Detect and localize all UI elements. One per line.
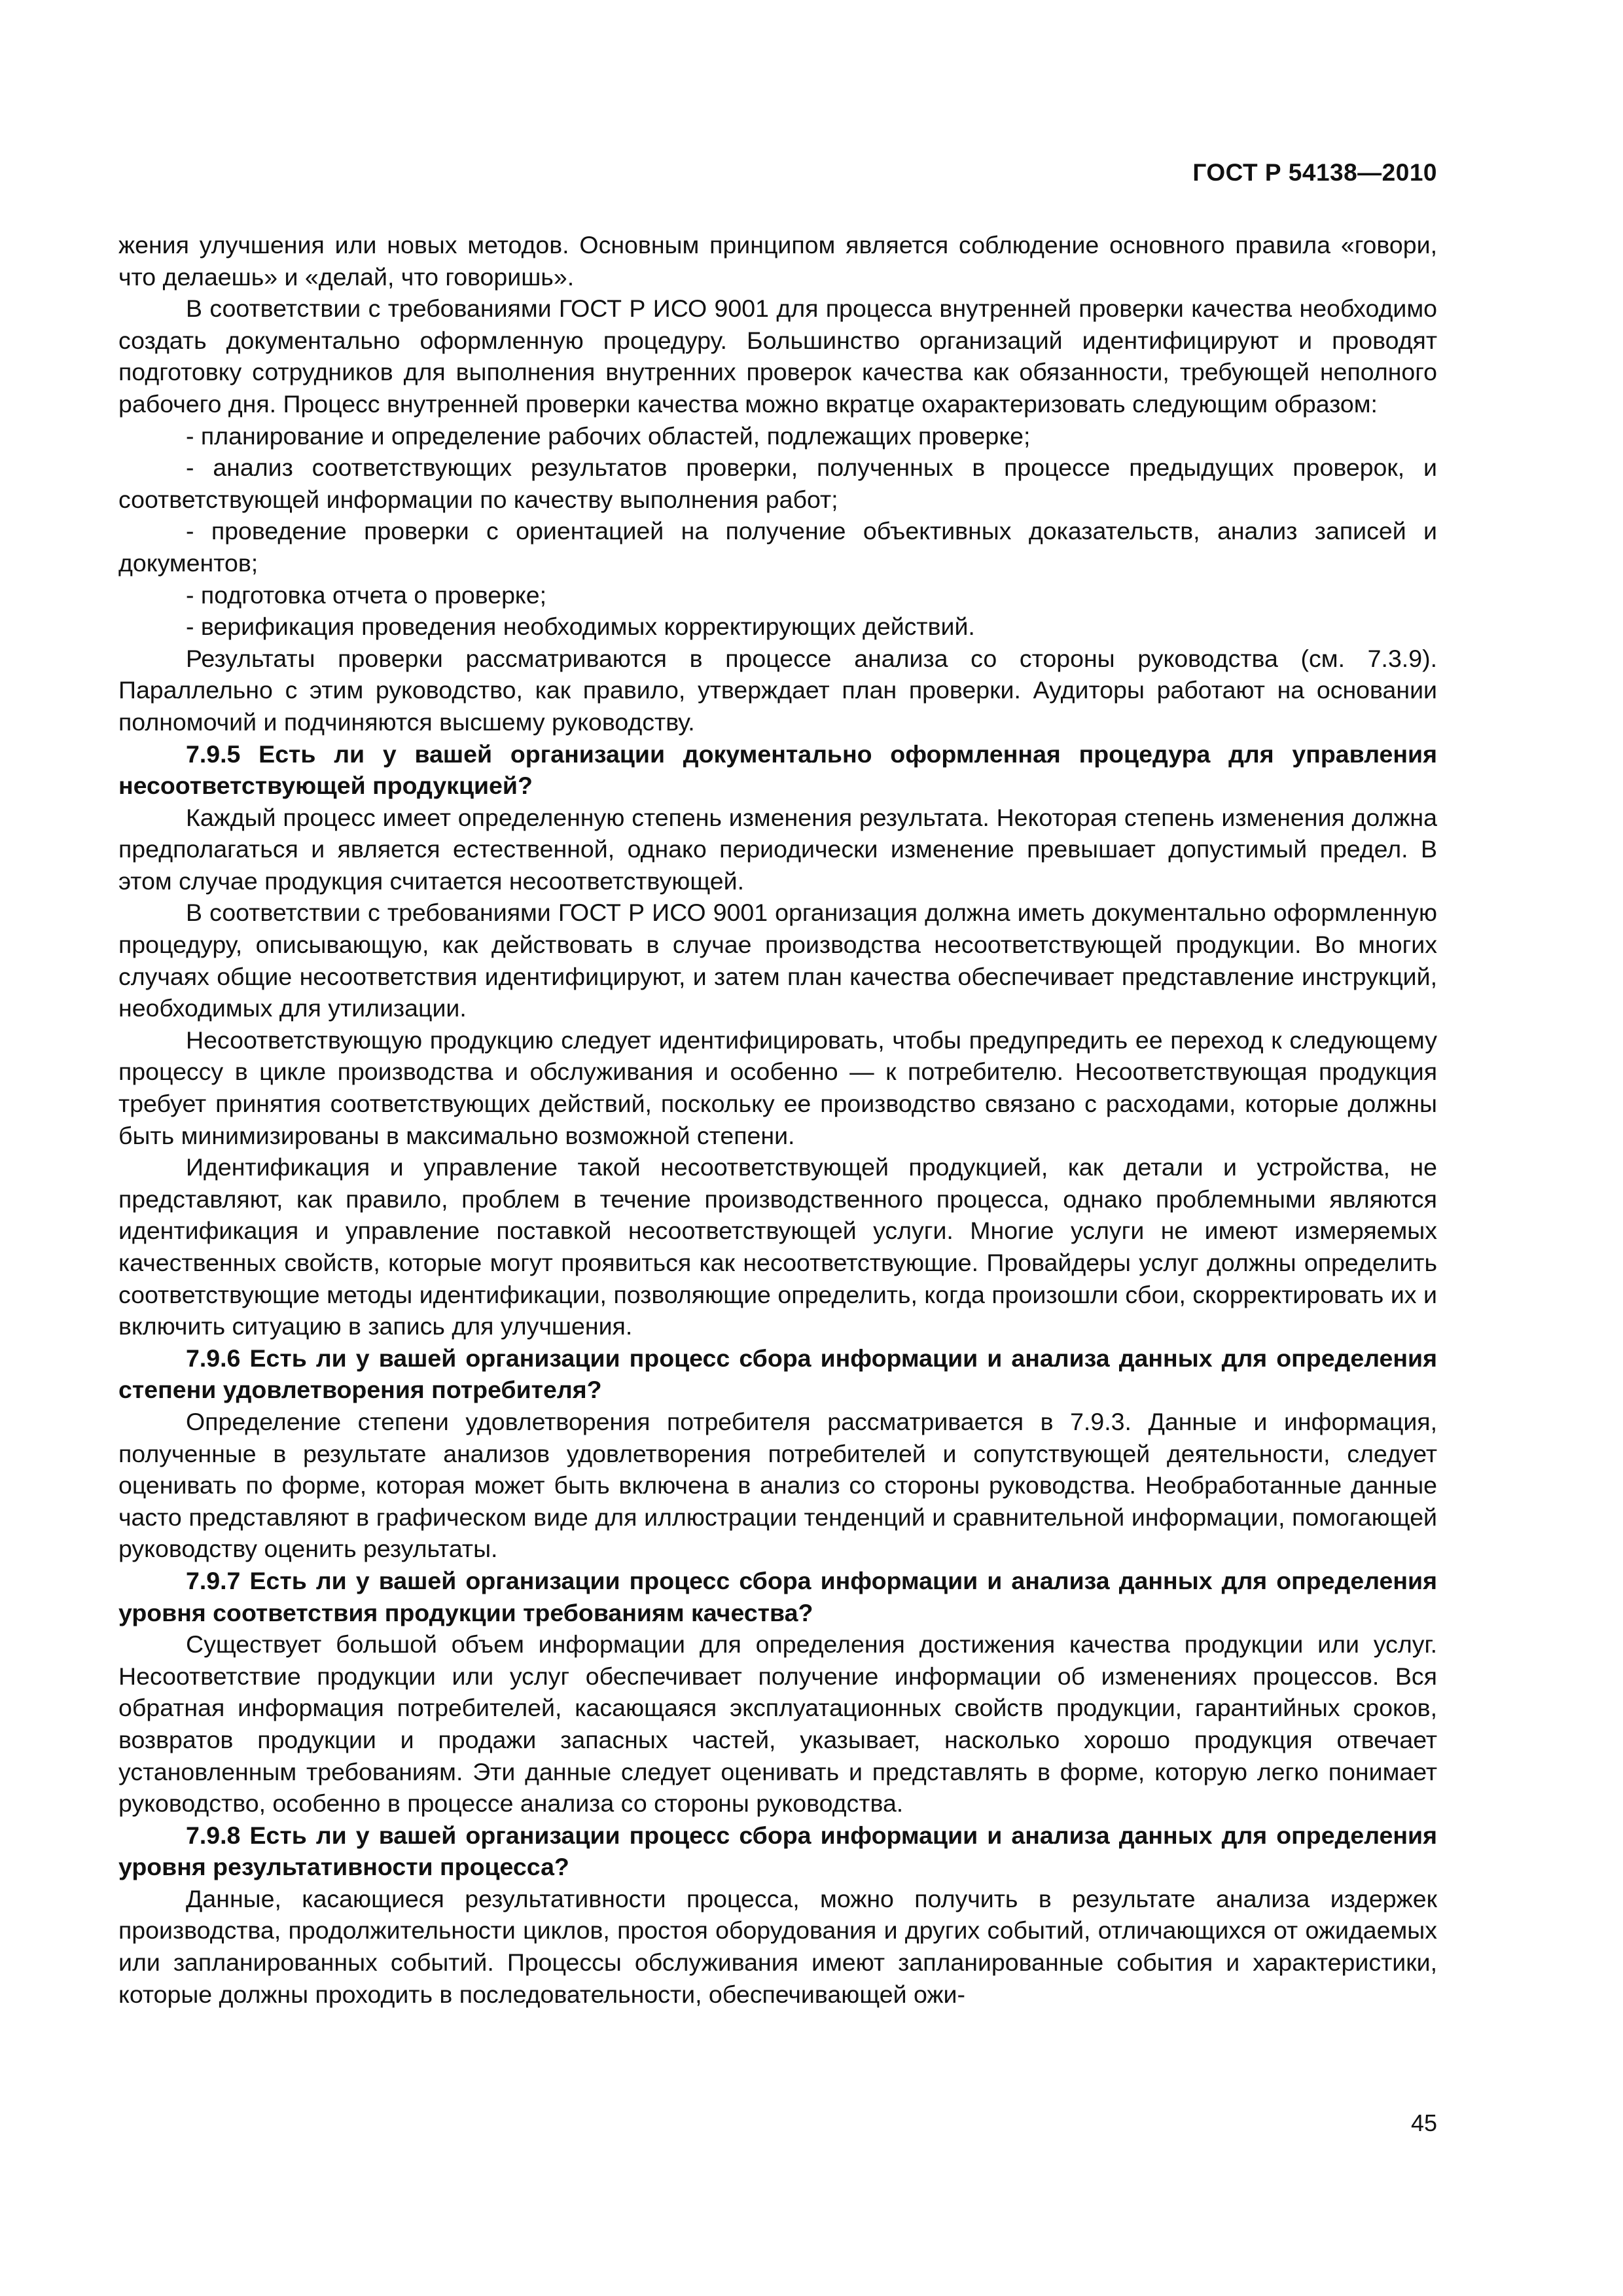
body-text <box>118 229 1437 2010</box>
paragraph: Существует большой объем информации для определения достижения качества продукции или услуг. Несоответствие продукции или услуг обеспечивает получение информации об изменениях процессов. Вся обратная информация потребителей, касающаяся эксплуатационных свойств продукции, гарантийных сроков, возвратов продукции и продажи запасных частей, указывает, насколько хорошо продукция отвечает установленным требованиям. Эти данные следует оценивать и представлять в форме, которую легко понимает руководство, особенно в процессе анализа со стороны руководства. <box>118 1630 1437 1818</box>
paragraph: Результаты проверки рассматриваются в процессе анализа со стороны руководства (см. 7.3.9). Параллельно с этим руководство, как правило, утверждает план проверки. Аудиторы работают на основании полномочий и подчиняются высшему руководству. <box>118 644 1437 736</box>
list-item: - анализ соответствующих результатов проверки, полученных в процессе предыдущих проверок, и соответствующей информации по качеству выполнения работ; <box>118 454 1437 513</box>
paragraph: В соответствии с требованиями ГОСТ Р ИСО 9001 для процесса внутренней проверки качества необходимо создать документально оформленную процедуру. Большинство организаций идентифицируют и проводят подготовку сотрудников для выполнения внутренних проверок качества как обязанности, требующей неполного рабочего дня. Процесс внутренней проверки качества можно вкратце охарактеризовать следующим образом: <box>118 295 1437 418</box>
paragraph: В соответствии с требованиями ГОСТ Р ИСО 9001 организация должна иметь документально оформленную процедуру, описывающую, как действовать в случае производства несоответствующей продукции. Во многих случаях общие несоответствия идентифицируют, и затем план качества обеспечивает представление инструкций, необходимых для утилизации. <box>118 899 1437 1022</box>
section-heading: 7.9.8 Есть ли у вашей организации процесс сбора информации и анализа данных для определения уровня результативности процесса? <box>118 1821 1437 1881</box>
paragraph: Определение степени удовлетворения потребителя рассматривается в 7.9.3. Данные и информация, полученные в результате анализов удовлетворения потребителей и сопутствующей деятельности, следует оценивать по форме, которая может быть включена в анализ со стороны руководства. Необработанные данные часто представляют в графическом виде для иллюстрации тенденций и сравнительной информации, помогающей руководству оценить результаты. <box>118 1407 1437 1563</box>
list-item: - верификация проведения необходимых корректирующих действий. <box>186 613 975 641</box>
paragraph: жения улучшения или новых методов. Основным принципом является соблюдение основного правила «говори, что делаешь» и «делай, что говоришь». <box>118 231 1437 291</box>
standard-header: ГОСТ Р 54138—2010 <box>1192 159 1437 186</box>
paragraph: Каждый процесс имеет определенную степень изменения результата. Некоторая степень изменения должна предполагаться и является естественной, однако периодически изменение превышает допустимый предел. В этом случае продукция считается несоответствующей. <box>118 803 1437 895</box>
list-item: - планирование и определение рабочих областей, подлежащих проверке; <box>186 422 1031 450</box>
list-item: - проведение проверки с ориентацией на получение объективных доказательств, анализ записей и документов; <box>118 517 1437 577</box>
page-number: 45 <box>1410 2109 1437 2136</box>
paragraph: Данные, касающиеся результативности процесса, можно получить в результате анализа издержек производства, продолжительности циклов, простоя оборудования и других событий, отличающихся от ожидаемых или запланированных событий. Процессы обслуживания имеют запланированные события и характеристики, которые должны проходить в последовательности, обеспечивающей ожи- <box>118 1884 1437 2008</box>
paragraph: Идентификация и управление такой несоответствующей продукцией, как детали и устройства, не представляют, как правило, проблем в течение производственного процесса, однако проблемными являются идентификация и управление поставкой несоответствующей услуги. Многие услуги не имеют измеряемых качественных свойств, которые могут проявиться как несоответствующие. Провайдеры услуг должны определить соответствующие методы идентификации, позволяющие определить, когда произошли сбои, скорректировать их и включить ситуацию в запись для улучшения. <box>118 1153 1437 1340</box>
section-heading: 7.9.7 Есть ли у вашей организации процесс сбора информации и анализа данных для определения уровня соответствия продукции требованиям качества? <box>118 1566 1437 1626</box>
section-heading: 7.9.6 Есть ли у вашей организации процесс сбора информации и анализа данных для определения степени удовлетворения потребителя? <box>118 1344 1437 1404</box>
paragraph: Несоответствующую продукцию следует идентифицировать, чтобы предупредить ее переход к следующему процессу в цикле производства и обслуживания и особенно — к потребителю. Несоответствующая продукция требует принятия соответствующих действий, поскольку ее производство связано с расходами, которые должны быть минимизированы в максимально возможной степени. <box>118 1026 1437 1149</box>
list-item: - подготовка отчета о проверке; <box>186 581 547 609</box>
section-heading: 7.9.5 Есть ли у вашей организации документально оформленная процедура для управления несоответствующей продукцией? <box>118 740 1437 800</box>
